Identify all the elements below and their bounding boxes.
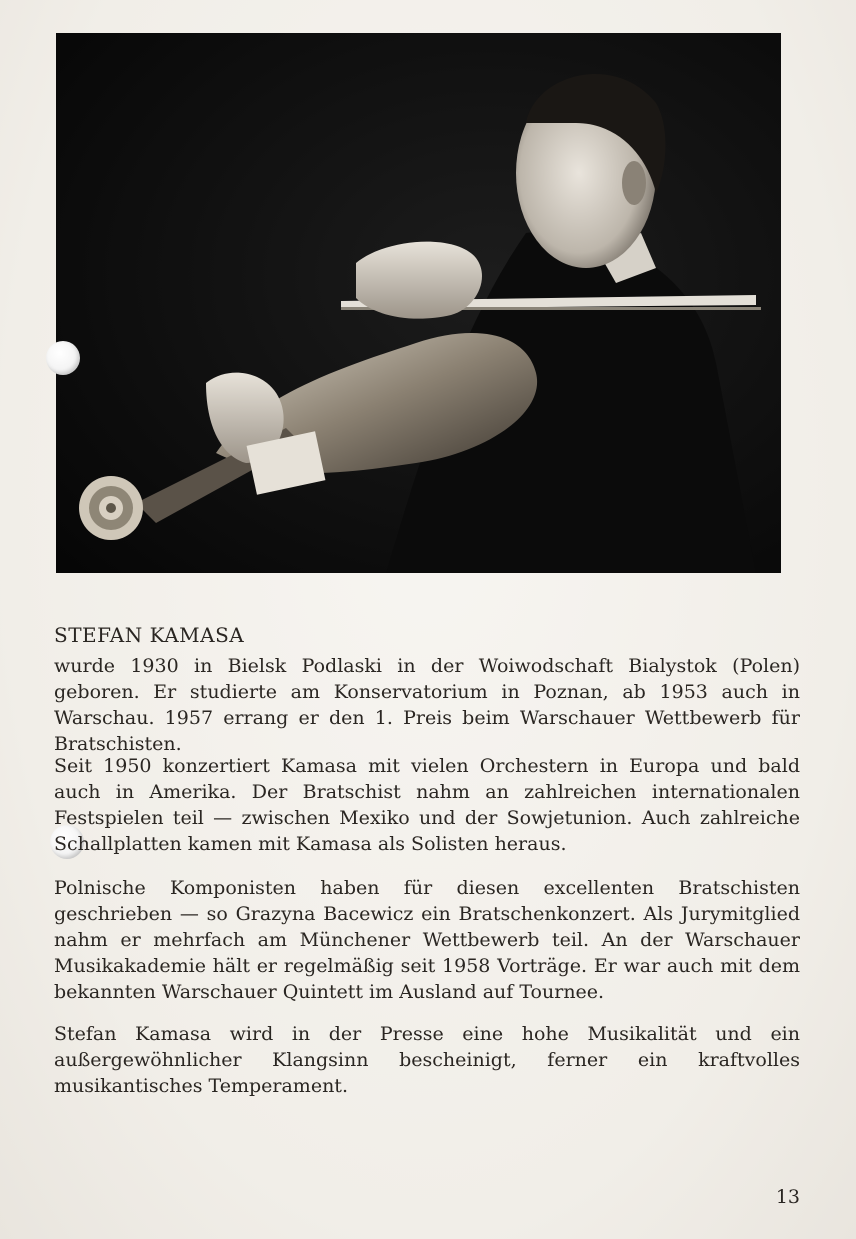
- page-number: 13: [775, 1186, 800, 1208]
- biography-paragraph: Stefan Kamasa wird in der Presse eine hohe Musikalität und ein außergewöhnlicher Klangsinn bescheinigt, ferner ein kraftvolles musikantisches Temperament.: [54, 1023, 800, 1097]
- punch-hole: [46, 341, 80, 375]
- artist-name-heading: STEFAN KAMASA: [54, 623, 245, 647]
- biography-paragraph: wurde 1930 in Bielsk Podlaski in der Woiwodschaft Bialystok (Polen) geboren. Er studierte am Konservatorium in Poznan, ab 1953 auch in Warschau. 1957 errang er den 1. Preis beim Warschauer Wettbewerb für Bratschisten.: [54, 655, 800, 755]
- biography-paragraph: Polnische Komponisten haben für diesen excellenten Bratschisten geschrieben — so Grazyna Bacewicz ein Bratschenkonzert. Als Jurymitglied nahm er mehrfach am Münchener Wettbewerb teil. An der Warschauer Musikakademie hält er regelmäßig seit 1958 Vorträge. Er war auch mit dem bekannten Warschauer Quintett im Ausland auf Tournee.: [54, 877, 800, 1003]
- violist-photo: [56, 33, 781, 573]
- biography-paragraph: Seit 1950 konzertiert Kamasa mit vielen Orchestern in Europa und bald auch in Amerika. Der Bratschist nahm an zahlreichen internationalen Festspielen teil — zwischen Mexiko und der Sowjetunion. Auch zahlreiche Schallplatten kamen mit Kamasa als Solisten heraus.: [54, 755, 800, 855]
